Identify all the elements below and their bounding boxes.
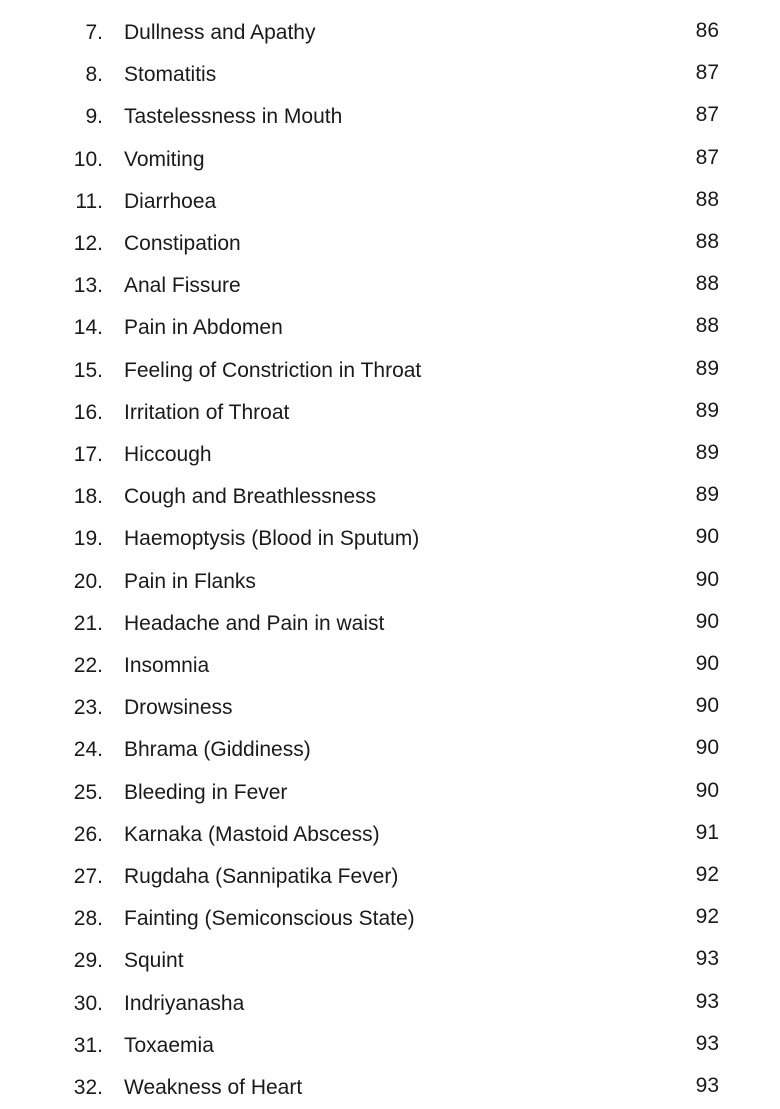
toc-entry bbox=[0, 350, 780, 392]
entry-page-number: 93 bbox=[695, 989, 719, 1013]
entry-page-number: 93 bbox=[695, 947, 719, 971]
entry-title: Haemoptysis (Blood in Sputum) bbox=[124, 527, 420, 551]
toc-entry bbox=[0, 1025, 780, 1067]
toc-entry bbox=[0, 856, 780, 898]
entry-title: Rugdaha (Sannipatika Fever) bbox=[124, 865, 399, 888]
entry-title: Bleeding in Fever bbox=[124, 780, 288, 804]
toc-entry bbox=[0, 476, 780, 518]
entry-page-number: 90 bbox=[695, 778, 719, 802]
entry-number: 20. bbox=[73, 569, 103, 593]
entry-title: Pain in Abdomen bbox=[124, 316, 283, 340]
toc-entry bbox=[0, 814, 780, 856]
entry-page-number: 92 bbox=[695, 863, 719, 886]
entry-title: Drowsiness bbox=[124, 696, 233, 720]
toc-entry bbox=[0, 181, 780, 223]
entry-title: Hiccough bbox=[124, 443, 212, 466]
entry-title: Diarrhoea bbox=[124, 189, 217, 213]
entry-number: 12. bbox=[73, 232, 103, 255]
entry-number: 18. bbox=[73, 485, 103, 509]
entry-number: 7. bbox=[85, 21, 103, 44]
entry-page-number: 90 bbox=[695, 609, 719, 633]
entry-number: 23. bbox=[73, 696, 103, 720]
entry-page-number: 90 bbox=[695, 694, 719, 718]
entry-number: 26. bbox=[73, 822, 103, 846]
entry-title: Fainting (Semiconscious State) bbox=[124, 907, 415, 931]
toc-entry bbox=[0, 518, 780, 560]
entry-title: Pain in Flanks bbox=[124, 569, 256, 593]
entry-title: Feeling of Constriction in Throat bbox=[124, 358, 422, 382]
entry-page-number: 90 bbox=[695, 567, 719, 591]
toc-entry bbox=[0, 265, 780, 307]
toc-entry bbox=[0, 645, 780, 687]
entry-page-number: 90 bbox=[695, 736, 719, 760]
entry-title: Constipation bbox=[124, 232, 241, 255]
entry-number: 31. bbox=[73, 1033, 103, 1057]
entry-number: 32. bbox=[73, 1076, 103, 1099]
entry-title: Squint bbox=[124, 949, 184, 973]
toc-entry bbox=[0, 139, 780, 181]
entry-number: 25. bbox=[73, 780, 103, 804]
entry-number: 19. bbox=[73, 527, 103, 551]
toc-entry bbox=[0, 392, 780, 434]
entry-title: Insomnia bbox=[124, 654, 210, 677]
entry-page-number: 92 bbox=[695, 905, 719, 929]
toc-entry bbox=[0, 96, 780, 138]
toc-entry bbox=[0, 983, 780, 1025]
entry-number: 30. bbox=[73, 991, 103, 1015]
toc-entry bbox=[0, 434, 780, 476]
entry-number: 10. bbox=[73, 147, 103, 171]
entry-title: Cough and Breathlessness bbox=[124, 485, 377, 509]
entry-title: Anal Fissure bbox=[124, 274, 241, 298]
toc-entry bbox=[0, 687, 780, 729]
entry-number: 27. bbox=[73, 865, 103, 888]
toc-entry bbox=[0, 940, 780, 982]
entry-page-number: 88 bbox=[695, 230, 719, 253]
entry-page-number: 87 bbox=[695, 145, 719, 169]
entry-title: Indriyanasha bbox=[124, 991, 245, 1015]
entry-number: 28. bbox=[73, 907, 103, 931]
entry-number: 9. bbox=[85, 105, 103, 129]
entry-title: Headache and Pain in waist bbox=[124, 611, 385, 635]
entry-page-number: 90 bbox=[695, 652, 719, 675]
toc-entry bbox=[0, 898, 780, 940]
entry-page-number: 89 bbox=[695, 441, 719, 464]
entry-title: Vomiting bbox=[124, 147, 205, 171]
entry-title: Irritation of Throat bbox=[124, 400, 290, 424]
entry-number: 21. bbox=[73, 611, 103, 635]
entry-number: 13. bbox=[73, 274, 103, 298]
entry-title: Stomatitis bbox=[124, 63, 217, 87]
entry-number: 15. bbox=[73, 358, 103, 382]
entry-page-number: 89 bbox=[695, 398, 719, 422]
toc-entry bbox=[0, 223, 780, 265]
entry-number: 22. bbox=[73, 654, 103, 677]
entry-number: 14. bbox=[73, 316, 103, 340]
entry-title: Karnaka (Mastoid Abscess) bbox=[124, 822, 380, 846]
entry-page-number: 93 bbox=[695, 1031, 719, 1055]
entry-page-number: 87 bbox=[695, 103, 719, 127]
entry-title: Dullness and Apathy bbox=[124, 21, 316, 44]
entry-title: Bhrama (Giddiness) bbox=[124, 738, 311, 762]
toc-entry bbox=[0, 772, 780, 814]
entry-number: 17. bbox=[73, 443, 103, 466]
toc-entry bbox=[0, 729, 780, 771]
entry-page-number: 88 bbox=[695, 314, 719, 338]
entry-page-number: 86 bbox=[695, 19, 719, 42]
toc-entry bbox=[0, 307, 780, 349]
entry-page-number: 91 bbox=[695, 820, 719, 844]
entry-title: Toxaemia bbox=[124, 1033, 214, 1057]
entry-page-number: 89 bbox=[695, 356, 719, 380]
entry-number: 29. bbox=[73, 949, 103, 973]
toc-entry bbox=[0, 54, 780, 96]
entry-page-number: 90 bbox=[695, 525, 719, 549]
toc-entry bbox=[0, 1067, 780, 1109]
entry-number: 8. bbox=[85, 63, 103, 87]
toc-entry bbox=[0, 603, 780, 645]
entry-number: 11. bbox=[75, 189, 103, 213]
entry-page-number: 93 bbox=[695, 1074, 719, 1097]
entry-page-number: 89 bbox=[695, 483, 719, 507]
toc-entry bbox=[0, 561, 780, 603]
toc-entry bbox=[0, 12, 780, 54]
entry-number: 24. bbox=[73, 738, 103, 762]
entry-page-number: 87 bbox=[695, 61, 719, 85]
entry-page-number: 88 bbox=[695, 187, 719, 211]
entry-number: 16. bbox=[73, 400, 103, 424]
entry-page-number: 88 bbox=[695, 272, 719, 296]
entry-title: Weakness of Heart bbox=[124, 1076, 303, 1099]
entry-title: Tastelessness in Mouth bbox=[124, 105, 343, 129]
